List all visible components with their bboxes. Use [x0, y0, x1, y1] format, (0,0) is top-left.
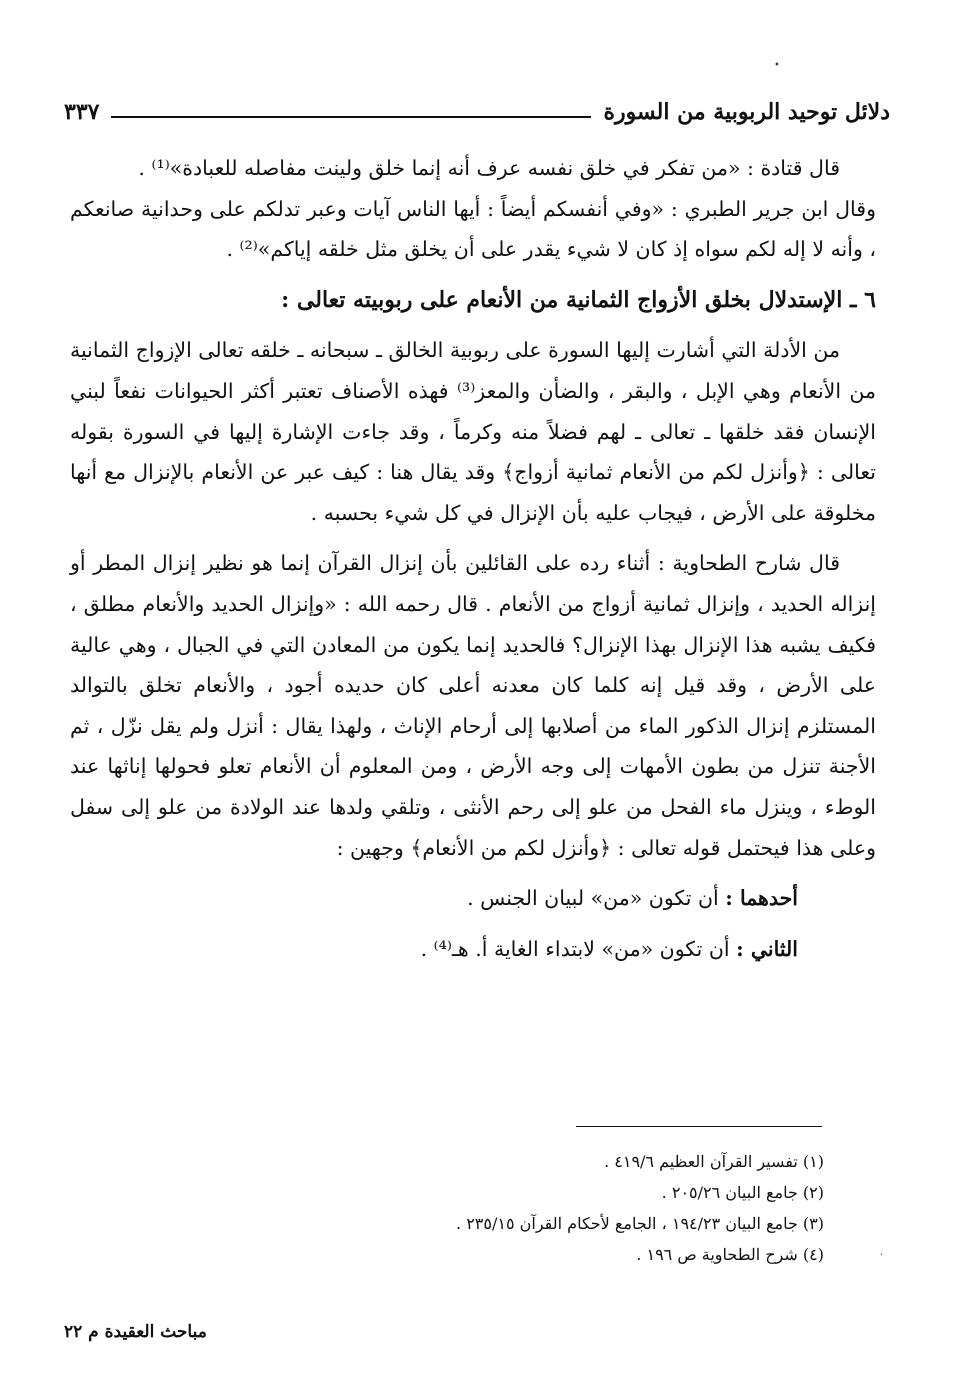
footnote-item: (٤) شرح الطحاوية ص ١٩٦ . — [636, 1245, 824, 1264]
first-text: أن تكون «من» لبيان الجنس . — [467, 886, 719, 911]
paragraph-tabari: وقال ابن جرير الطبري : «وفي أنفسكم أيضاً : أيها الناس آيات وعبر تدلكم على وحدانية صانعكم ، وأنه لا إله لكم سواه إذ كان لا شيء يقدر على أن يخلق مثل خلقه إياكم»⁽²⁾ . — [70, 196, 876, 262]
footnote-separator — [576, 1126, 822, 1127]
header-title: دلائل توحيد الربوبية من السورة — [603, 99, 890, 125]
running-header — [64, 96, 890, 128]
first-label: أحدهما : — [725, 886, 798, 911]
paragraph-tahawiyya: قال شارح الطحاوية : أثناء رده على القائلين بأن إنزال القرآن إنما هو نظير إنزال المطر أو إنزاله الحديد ، وإنزال ثمانية أزواج من الأنعام . قال رحمه الله : «وإنزال الحديد والأنعام مطلق ، فكيف يشبه هذا الإنزال بهذا الإنزال؟ فالحديد إنما يكون من المعادن التي في الجبال ، وهي عالية على الأرض ، وقد قيل إنه كلما كان معدنه أعلى كان حديده أجود ، والأنعام تخلق بالتوالد المستلزم إنزال الذكور الماء من أصلابها إلى أرحام الإناث ، ولهذا يقال : أنزل ولم يقل نزّل ، ثم الأجنة تنزل من بطون الأمهات إلى وجه الأرض ، ومن المعلوم أن الأنعام تعلو فحولها إناثها عند الوطء ، وينزل ماء الفحل من علو إلى رحم الأنثى ، وتلقي ولدها عند الولادة من علو إلى سفل وعلى هذا فيحتمل قوله تعالى : ﴿وأنزل لكم من الأنعام﴾ وجهين : — [70, 551, 876, 860]
page-number: ٣٣٧ — [64, 99, 100, 125]
paragraph-evidences: من الأدلة التي أشارت إليها السورة على ربوبية الخالق ـ سبحانه ـ خلقه تعالى الإزواج الثمانية من الأنعام وهي الإبل ، والبقر ، والضأن والمعز⁽³⁾ فهذه الأصناف تعتبر أكثر الحيوانات نفعاً لبني الإنسان فقد خلقها ـ تعالى ـ لهم فضلاً منه وكرماً ، وقد جاءت الإشارة إليها في السورة بقوله تعالى : ﴿وأنزل لكم من الأنعام ثمانية أزواج﴾ وقد يقال هنا : كيف عبر عن الأنعام بالإنزال مع أنها مخلوقة على الأرض ، فيجاب عليه بأن الإنزال في كل شيء بحسبه . — [70, 338, 877, 525]
footnotes — [300, 1146, 824, 1270]
main-text — [70, 148, 876, 969]
footnote-item: (١) تفسير القرآن العظيم ٤١٩/٦ . — [604, 1152, 824, 1171]
footnote-item: (٢) جامع البيان ٢٠٥/٢٦ . — [661, 1183, 824, 1202]
header-rule — [111, 116, 591, 118]
second-text: أن تكون «من» لابتداء الغاية أ. هـ⁽⁴⁾ . — [420, 936, 730, 961]
scan-speck: • — [774, 60, 780, 71]
first-aspect — [70, 878, 876, 919]
second-label: الثاني : — [736, 936, 798, 961]
section-heading: ٦ ـ الإستدلال بخلق الأزواج الثمانية من الأنعام على ربوبيته تعالى : — [281, 286, 876, 313]
scan-speck: · — [880, 1250, 884, 1261]
paragraph-qatada: قال قتادة : «من تفكر في خلق نفسه عرف أنه إنما خلق ولينت مفاصله للعبادة»⁽¹⁾ . — [138, 156, 840, 180]
second-aspect — [70, 929, 876, 970]
signature-mark: مباحث العقيدة م ٢٢ — [64, 1322, 207, 1342]
footnote-item: (٣) جامع البيان ١٩٤/٢٣ ، الجامع لأحكام القرآن ٢٣٥/١٥ . — [456, 1214, 824, 1233]
